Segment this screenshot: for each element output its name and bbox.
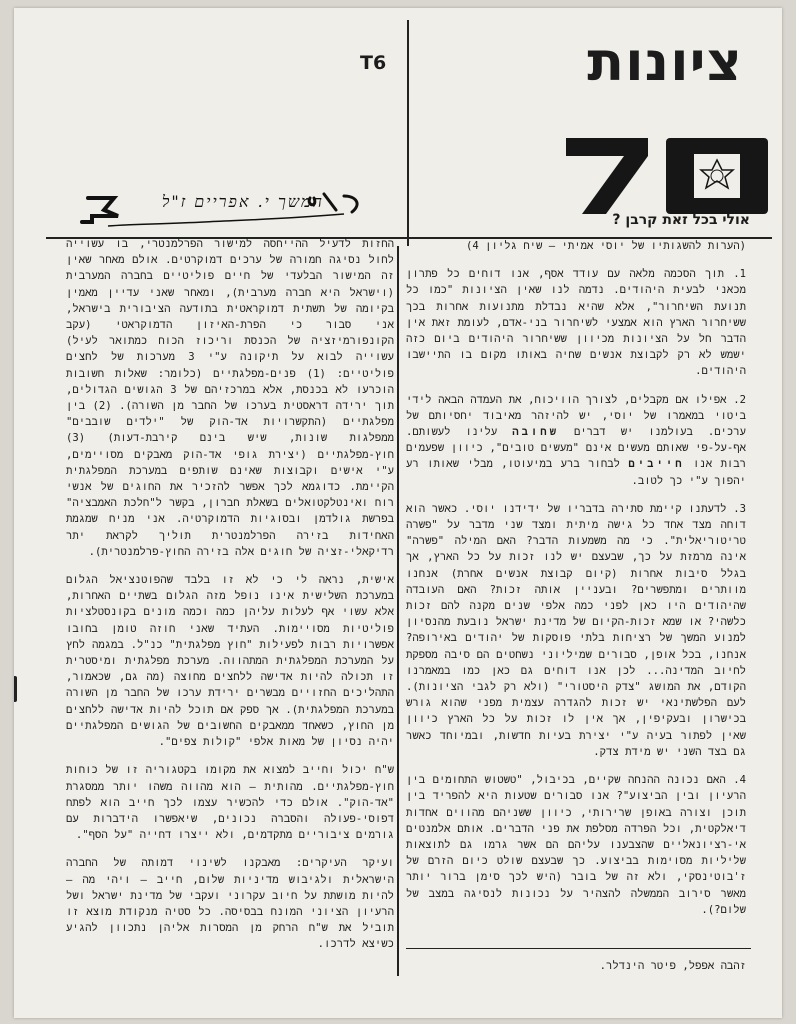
magazine-page xyxy=(14,8,782,1018)
issue-number xyxy=(562,134,772,218)
issue-number-graphic xyxy=(562,134,772,218)
p2-emphasis-1: שחובה xyxy=(512,426,560,439)
left-paragraph-2: אישית, נראה לי כי לא זו בלבד שהפוטנציאל הגלום במערכת השלישית אינו נופל מזה הגלום בשתיים האחרות, אלא עשוי אף לעלות עליהן כמה וכמה מונים בקונסטלציות פוליטיות מסויימות. העתיד שאני חוזה טומן בחובו אפשרויות רבות לפעילות "חוץ מפלגתית" כנ"ל. במגמה לחץ על המערכת המפלגתית המתהווה. מערכת מפלגתית ומיסטרית זו תכולה להיות אדישה ללחצים מחוצה (מה גם, שכאמור, התהליכים החזויים מבשרים ירידת ערכו של החבר מן השורה במערכת המפלגתית). אך ספק אם תוכל להיות אדישה ללחצים מן החוץ, כשאחד ממאבקים החשובים של הגושים המפלגתיים יהיה נסיון של מאות אלפי "קולות צפים". xyxy=(66,574,394,749)
p2-emphasis-2: חייבים xyxy=(628,458,685,471)
handwritten-note-text: המשך י. אפריים ז"ל xyxy=(161,192,324,211)
page-number: T6 xyxy=(360,52,387,74)
column-divider xyxy=(397,246,399,976)
magazine-title: ציונות xyxy=(587,30,743,93)
right-paragraph-3: 3. לדעתנו קיימת סתירה בדבריו של ידידנו יוסי. כאשר הוא דוחה מצד אחד כל גישה מיתית ומצד שני מדבר על "פשרה טריטוריאלית". כי מה משמעות הדבר? האם המילה "פשרה" אינה מרמזת על כך, שבעצם יש לנו זכות על כל הארץ, אך בגלל סיבות אחרות (קיום קבוצת אנשים אחרת) אנחנו מוותרים ומתפשרים? ובעניין אותה זכות? האם העובדה שהיהודים היו כאן לפני כמה אלפי שנים מקנה להם זכות כלשהי? או שמא זכות-הקיום של מדינת ישראל נובעת מהנסיון למנוע המשך של רציחות בלתי פוסקות של יהודים באירופה? אנחנו, בכל אופן, סבורים שמיליוני נשחטים הם סיבה מספקת לחיוב המדינה... לכן אנו דוחים גם כאן כמו במאמרנו הקודם, את המושג "צדק היסטורי" (ולא רק לגבי הציונות). לעם הפלשתינאי יש זכות להגדרה עצמית מפני שהוא גורש בכישרון ובעקיפין, אך אין לו זכות על כל הארץ כיוון שאין לפתור בעיה ע"י יצירת בעיות חדשות, ובמיוחד כאשר גם בצד השני יש מידת צדק. xyxy=(406,502,746,758)
issue-number-text xyxy=(772,134,773,135)
right-paragraph-2 xyxy=(406,392,746,489)
left-paragraph-1: החזות לדעיל ההייחסה למישור הפרלמנטרי, בו עשוייה לחול נסיגה חמורה של ערכים דמוקרטים. אולם מאחר שאין זה המישור הבלעדי של חיים פוליטיים בחברה המערבית (וישראל היא חברה מערבית), ומאחר שאני עדיין מאמין בקיומה של תשתית דמוקראטית בתודעה הציבורית בישראל, אני סבור כי הפרת-האיזון הדמוקראטי (עקב הקונפורמיזציה של הכנסת וריכוז הכוח כמתואר לעיל) עשוייה לבוא על תיקונה ע"י 3 מערכות של לחצים פוליטיים: (1) פנים-מפלגתיים (כלומר: שאלות חשובות הוכרעו לא בכנסת, אלא במרכזיהם של 3 הגושים הגדולים, תוך ירידה דראסטית בערכו של החבר מן השורה). (2) בין מפלגתיים (התקשרויות אד-הוק של "ילדים שובבים" ממפלגות שונות, שיש בינם קירבת-דעות) (3) חוץ-מפלגתיים (יצירת גופי אד-הוק מאבקים מסויימים, ע"י אישים וקבוצות שאינם שותפים במערכת המפלגתית הקיימת. כדוגמא לכך אפשר להזכיר את החוגים של אנשי רוח ואינטלקטואלים בשאלת חברון, בקשר ל"חלכת האמבציה" בפרשת גולדמן ובסוגיות הדמוקרטיה. אני מניח שמגמת האחידות בזירה הפרלמנטרית תוליך לקראת יתר רדיקאלי-זציה של חוגים אלה בזירה החוץ-פרלמנטרית). xyxy=(66,238,395,558)
binder-hole-mark xyxy=(14,676,17,702)
column-divider-top xyxy=(407,20,409,246)
left-paragraph-4: ועיקר העיקרים: מאבקנו לשינוי דמותה של החברה הישראלית ולגיבוש מדיניות שלום, חייב – ויהי מה – להיות מושתת על חיוב עקרוני ועקבי של מדינת ישראל ושל הרעיון הציוני המונח בבסיסה. כל סטיה מנקודת מוצא זו תוביל את ש"ח הרחק מן המסרות אליהן נתכוון להגיע כשיצא לדרכו. xyxy=(66,857,394,951)
right-article-column xyxy=(406,238,746,930)
right-paragraph-1: 1. תוך הסכמה מלאה עם עודד אסף, אנו דוחים כל פתרון מכאני לבעית היהודים. נדמה לנו שאין הציונות "כמו כל תנועת השיחרור", אלא שהיא נבדלת מתנועות אחרות בכך ששיחרור הארץ הוא אמצעי לשיחרור בני-אדם, לעומת זאת אין הדבר חל על הציונות מכיוון ששיחרור היהודים ביום כזה ישמש לא רק לקבוצת אנשים שחיה באותו מקום בו התיישבו היהודים. xyxy=(406,268,746,378)
left-article-column xyxy=(66,236,394,965)
p2-part-a: 2. אפילו אם מקבלים, לצורך הוויכוח, את העמדה הבאה לידי ביטוי במאמרו של יוסי, יש להיזהר מאיבוד יחסיותם של ערכים. בעולמנו יש דברים xyxy=(406,393,746,439)
article-subtitle: אולי בכל זאת קרבן ? xyxy=(612,212,750,228)
p2-part-b: עלינו לעשותם. אף-על-פי שאותם מעשים אינם "מעשים טובים", כיוון שפעמים רבות אנו xyxy=(406,426,747,471)
left-paragraph-3: ש"ח יכול וחייב למצוא את מקומו בקטגוריה זו של כוחות חוץ-מפלגתיים. מהותית – הוא מהווה משהו יותר ממסגרת "אד-הוק". אולם כדי להכשיר עצמו לכך חייב הוא לפתח דפוסי-פעולה והסברה נכונים, שיאפשרו הידברות עם גורמים ציבוריים מתקדמים, ולא ייצרו דחייה "על הסף". xyxy=(66,764,394,842)
footer-rule xyxy=(406,948,751,949)
handwritten-continuation-note xyxy=(74,186,384,236)
article-signature: זהבה אפפל, פיטר הינדלר. xyxy=(599,960,746,972)
right-paragraph-4: 4. האם נכונה ההנחה שקיים, בכיבול, "טשטוש התחומים בין הרעיון ובין הביצוע"? אנו סבורים שטעות היא להפריד בין תוכן וצורה באופן שרירותי, כיוון ששניהם מהווים אחדות דיאלקטית, וכל הפרדה מסלפת את פני הדברים. אותם אלמנטים אי-רציונאליים שהצבענו עליהם הם אשר גרמו גם לתוצאות שליליות מסוימות בביצוע. כך שבעצם שולט כיום הזרם של ז'בוטינסקי, ולא זה של בובר (היש לכך סימן ברור יותר מאשר סירוב הממשלה להצהיר על נכונות לנסיגה במצב של שלום?). xyxy=(406,774,746,916)
p2-part-c: לבחור ברע במיעוטו, מבלי שאותו רע יהפוך ע"י כך לטוב. xyxy=(406,458,746,487)
article-intro: (הערות להשגותיו של יוסי אמיתי – שיח גליון 4) xyxy=(466,240,746,252)
